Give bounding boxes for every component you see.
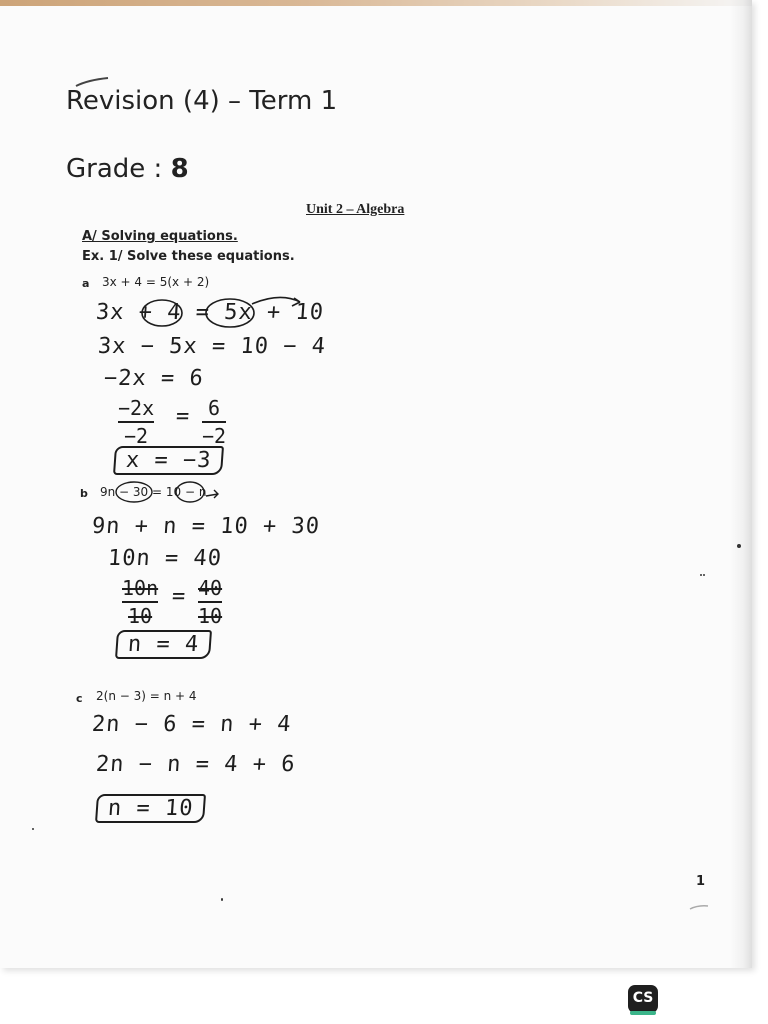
question-b-work-line-1: 9n + n = 10 + 30 [91,514,321,539]
fraction-denominator: 10 [198,604,223,628]
stray-mark [703,574,705,576]
question-a-answer-box: x = −3 [113,446,225,475]
grade-label: Grade : [66,154,171,184]
grade-value: 8 [170,154,189,184]
question-a-fraction-left [118,396,154,448]
grade-line [66,154,189,184]
section-heading: A/ Solving equations. [82,229,238,244]
question-a-work-line-1: 3x + 4 = 5x + 10 [95,300,325,325]
stray-pen-mark [688,902,712,912]
fraction-bar [122,601,158,603]
question-a-equation: 3x + 4 = 5(x + 2) [102,275,210,289]
fraction-numerator: 10n [122,576,159,600]
fraction-denominator: 10 [128,604,153,628]
question-b-answer-box: n = 4 [115,630,212,659]
question-b-work-line-2: 10n = 40 [107,546,223,571]
question-a-circle-marks [140,296,320,332]
question-c-work-line-1: 2n − 6 = n + 4 [91,712,293,737]
question-c-answer-box: n = 10 [95,794,207,823]
question-c-letter: c [76,692,83,705]
unit-heading: Unit 2 – Algebra [306,202,405,217]
question-a-work-line-2: 3x − 5x = 10 − 4 [97,334,327,359]
question-b-letter: b [80,487,88,500]
question-a-fraction-equals: = [175,404,192,429]
question-a-letter: a [82,277,90,290]
fraction-bar [202,421,226,423]
fraction-denominator: −2 [202,424,227,448]
question-b-equation: 9n − 30 = 10 − n [100,485,207,499]
question-b-fraction-equals: = [171,584,188,609]
stray-mark [32,828,34,830]
stray-mark [221,898,223,901]
stray-mark [700,574,702,576]
fraction-bar [118,421,154,423]
question-b-circle-marks [114,478,224,508]
fraction-numerator: 6 [208,396,221,420]
question-c-equation: 2(n − 3) = n + 4 [96,689,197,703]
paper-top-edge [0,0,752,6]
question-b-fraction-left [122,576,158,628]
question-a-fraction-right [202,396,226,448]
exercise-instruction: Ex. 1/ Solve these equations. [82,249,295,264]
fraction-numerator: −2x [118,396,155,420]
fraction-bar [198,601,222,603]
page-title: Revision (4) – Term 1 [66,86,338,116]
fraction-denominator: −2 [124,424,149,448]
stray-mark [737,544,741,548]
page-number: 1 [696,874,706,889]
paper-right-shadow [730,0,752,968]
fraction-numerator: 40 [198,576,223,600]
question-a-work-line-3: −2x = 6 [103,366,205,391]
question-b-fraction-right [198,576,222,628]
question-c-work-line-2: 2n − n = 4 + 6 [95,752,297,777]
camscanner-logo: CS [628,985,658,1013]
